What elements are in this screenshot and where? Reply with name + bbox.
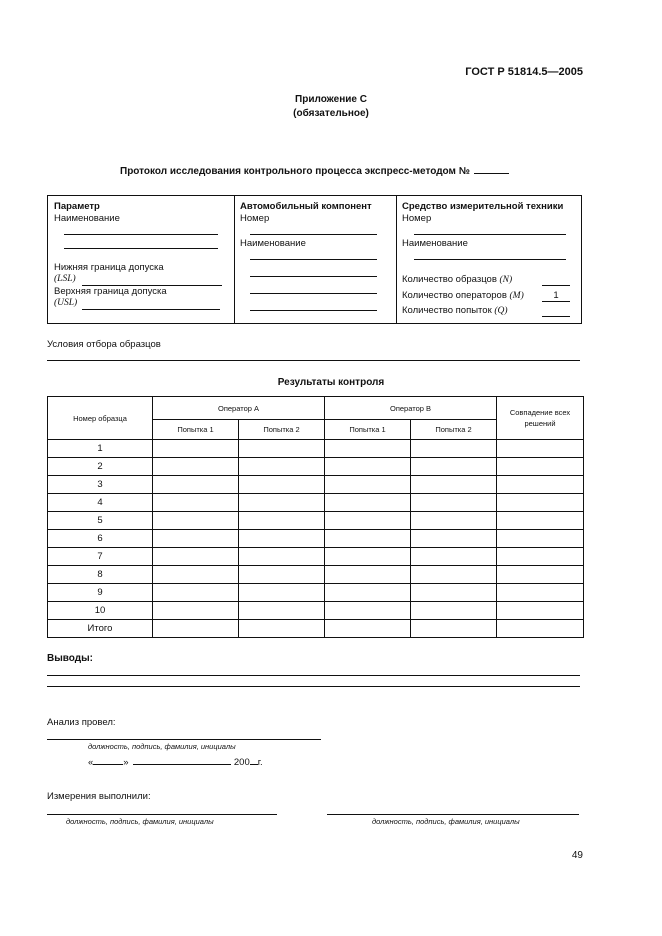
sampling-conditions-line[interactable] bbox=[47, 360, 580, 361]
operators-count-label: Количество операторов bbox=[402, 290, 507, 301]
date-year-field[interactable] bbox=[250, 754, 258, 765]
result-cell[interactable] bbox=[497, 530, 584, 548]
table-row bbox=[48, 584, 584, 602]
result-cell[interactable] bbox=[153, 440, 239, 458]
result-cell[interactable] bbox=[325, 458, 411, 476]
result-cell[interactable] bbox=[325, 476, 411, 494]
protocol-number-field[interactable] bbox=[474, 163, 509, 174]
result-cell[interactable] bbox=[153, 512, 239, 530]
col-all-match: Совпадение всех решений bbox=[497, 397, 584, 440]
attempts-count-label: Количество попыток bbox=[402, 305, 492, 316]
measurements-signature-line-left[interactable] bbox=[47, 814, 277, 815]
conclusions-label: Выводы: bbox=[47, 653, 93, 664]
analysis-label: Анализ провел: bbox=[47, 717, 116, 728]
samples-count-label: Количество образцов bbox=[402, 274, 497, 285]
table-row bbox=[48, 530, 584, 548]
measurements-label: Измерения выполнили: bbox=[47, 791, 151, 802]
sample-number-cell: 4 bbox=[48, 494, 153, 512]
sample-number-cell: 1 bbox=[48, 440, 153, 458]
col-b-attempt-1: Попытка 1 bbox=[325, 420, 411, 440]
result-cell[interactable] bbox=[325, 602, 411, 620]
samples-count-field[interactable] bbox=[542, 285, 570, 286]
date-year-prefix: 200 bbox=[233, 757, 250, 768]
sample-number-cell: 6 bbox=[48, 530, 153, 548]
attempts-count-symbol: (Q) bbox=[494, 306, 508, 316]
sampling-conditions-label: Условия отбора образцов bbox=[47, 339, 161, 350]
result-cell[interactable] bbox=[497, 494, 584, 512]
attempts-count bbox=[402, 305, 508, 316]
component-name-label: Наименование bbox=[240, 238, 306, 249]
result-cell[interactable] bbox=[325, 584, 411, 602]
instrument-heading: Средство измерительной техники bbox=[402, 201, 564, 212]
result-cell[interactable] bbox=[411, 602, 497, 620]
table-row bbox=[48, 548, 584, 566]
col-b-attempt-2: Попытка 2 bbox=[411, 420, 497, 440]
samples-count-symbol: (N) bbox=[499, 275, 513, 285]
parameter-name-line-1[interactable] bbox=[64, 234, 218, 235]
result-cell[interactable] bbox=[153, 458, 239, 476]
analysis-signature-caption: должность, подпись, фамилия, инициалы bbox=[88, 742, 236, 751]
result-cell[interactable] bbox=[411, 476, 497, 494]
standard-number: ГОСТ Р 51814.5—2005 bbox=[465, 66, 583, 78]
result-cell[interactable] bbox=[497, 620, 584, 638]
parameter-name-line-2[interactable] bbox=[64, 248, 218, 249]
instrument-name-line[interactable] bbox=[414, 259, 566, 260]
result-cell[interactable] bbox=[411, 584, 497, 602]
date-month-field[interactable] bbox=[133, 754, 231, 765]
component-number-label: Номер bbox=[240, 213, 270, 224]
result-cell[interactable] bbox=[239, 494, 325, 512]
conclusions-line-1[interactable] bbox=[47, 675, 580, 676]
component-name-line-2[interactable] bbox=[250, 276, 377, 277]
samples-count bbox=[402, 274, 512, 285]
result-cell[interactable] bbox=[497, 566, 584, 584]
result-cell[interactable] bbox=[153, 584, 239, 602]
table-row bbox=[48, 476, 584, 494]
sample-number-cell: 9 bbox=[48, 584, 153, 602]
result-cell[interactable] bbox=[325, 440, 411, 458]
analysis-date bbox=[88, 754, 263, 768]
date-year-suffix: г. bbox=[257, 757, 263, 768]
result-cell[interactable] bbox=[239, 548, 325, 566]
measurements-signature-line-right[interactable] bbox=[327, 814, 579, 815]
result-cell[interactable] bbox=[497, 512, 584, 530]
result-cell[interactable] bbox=[497, 476, 584, 494]
col-a-attempt-2: Попытка 2 bbox=[239, 420, 325, 440]
operators-count bbox=[402, 290, 524, 301]
result-cell[interactable] bbox=[497, 548, 584, 566]
usl-field[interactable] bbox=[82, 309, 220, 310]
sample-number-cell: 10 bbox=[48, 602, 153, 620]
result-cell[interactable] bbox=[239, 530, 325, 548]
instrument-name-label: Наименование bbox=[402, 238, 468, 249]
sample-number-cell: 2 bbox=[48, 458, 153, 476]
sample-number-cell: 8 bbox=[48, 566, 153, 584]
table-row bbox=[48, 602, 584, 620]
result-cell[interactable] bbox=[411, 458, 497, 476]
date-close-quote: » bbox=[123, 757, 129, 768]
measurements-caption-left: должность, подпись, фамилия, инициалы bbox=[66, 817, 214, 826]
col-operator-a: Оператор А bbox=[153, 397, 325, 420]
result-cell[interactable] bbox=[153, 494, 239, 512]
result-cell[interactable] bbox=[325, 566, 411, 584]
parameter-name-label: Наименование bbox=[54, 213, 120, 224]
result-cell[interactable] bbox=[411, 440, 497, 458]
operators-count-value[interactable]: 1 bbox=[542, 290, 570, 302]
result-cell[interactable] bbox=[239, 458, 325, 476]
component-number-line[interactable] bbox=[250, 234, 377, 235]
sample-number-cell: 7 bbox=[48, 548, 153, 566]
result-cell[interactable] bbox=[153, 620, 239, 638]
result-cell[interactable] bbox=[153, 476, 239, 494]
result-cell[interactable] bbox=[411, 512, 497, 530]
result-cell[interactable] bbox=[411, 530, 497, 548]
result-cell[interactable] bbox=[325, 512, 411, 530]
result-cell[interactable] bbox=[325, 620, 411, 638]
result-cell[interactable] bbox=[239, 602, 325, 620]
result-cell[interactable] bbox=[325, 494, 411, 512]
result-cell[interactable] bbox=[411, 494, 497, 512]
usl-abbr: (USL) bbox=[54, 298, 78, 308]
result-cell[interactable] bbox=[497, 584, 584, 602]
result-cell[interactable] bbox=[325, 548, 411, 566]
info-box bbox=[47, 195, 582, 324]
result-cell[interactable] bbox=[411, 620, 497, 638]
appendix-title: Приложение С bbox=[295, 94, 367, 105]
total-label-cell: Итого bbox=[48, 620, 153, 638]
instrument-number-label: Номер bbox=[402, 213, 432, 224]
result-cell[interactable] bbox=[497, 440, 584, 458]
usl-label: Верхняя граница допуска bbox=[54, 286, 167, 297]
component-heading: Автомобильный компонент bbox=[240, 201, 372, 212]
sample-number-cell: 3 bbox=[48, 476, 153, 494]
protocol-title-text: Протокол исследования контрольного процесса экспресс-методом № bbox=[120, 166, 470, 177]
parameter-column bbox=[48, 196, 235, 323]
appendix-status: (обязательное) bbox=[293, 108, 369, 119]
measurements-caption-right: должность, подпись, фамилия, инициалы bbox=[372, 817, 520, 826]
results-title: Результаты контроля bbox=[277, 377, 385, 388]
component-column bbox=[234, 196, 397, 323]
table-row bbox=[48, 458, 584, 476]
component-name-line-3[interactable] bbox=[250, 293, 377, 294]
conclusions-line-2[interactable] bbox=[47, 686, 580, 687]
result-cell[interactable] bbox=[239, 566, 325, 584]
protocol-title bbox=[120, 163, 509, 177]
result-cell[interactable] bbox=[411, 548, 497, 566]
col-operator-b: Оператор В bbox=[325, 397, 497, 420]
parameter-heading: Параметр bbox=[54, 201, 100, 212]
result-cell[interactable] bbox=[239, 476, 325, 494]
page-number: 49 bbox=[571, 850, 583, 861]
attempts-count-field[interactable] bbox=[542, 316, 570, 317]
operators-count-symbol: (M) bbox=[509, 291, 524, 301]
result-cell[interactable] bbox=[239, 584, 325, 602]
results-table bbox=[47, 396, 584, 638]
component-name-line-1[interactable] bbox=[250, 259, 377, 260]
lsl-label: Нижняя граница допуска bbox=[54, 262, 164, 273]
result-cell[interactable] bbox=[325, 530, 411, 548]
result-cell[interactable] bbox=[153, 566, 239, 584]
date-open-quote: « bbox=[88, 757, 94, 768]
result-cell[interactable] bbox=[153, 548, 239, 566]
result-cell[interactable] bbox=[497, 602, 584, 620]
table-row bbox=[48, 494, 584, 512]
date-day-field[interactable] bbox=[93, 754, 123, 765]
col-sample-number: Номер образца bbox=[48, 397, 153, 440]
result-cell[interactable] bbox=[153, 530, 239, 548]
table-row bbox=[48, 566, 584, 584]
result-cell[interactable] bbox=[239, 620, 325, 638]
component-name-line-4[interactable] bbox=[250, 310, 377, 311]
instrument-column bbox=[396, 196, 581, 323]
table-row bbox=[48, 440, 584, 458]
total-row bbox=[48, 620, 584, 638]
analysis-signature-line[interactable] bbox=[47, 739, 321, 740]
instrument-number-line[interactable] bbox=[414, 234, 566, 235]
result-cell[interactable] bbox=[239, 440, 325, 458]
result-cell[interactable] bbox=[411, 566, 497, 584]
lsl-abbr: (LSL) bbox=[54, 274, 76, 284]
result-cell[interactable] bbox=[239, 512, 325, 530]
result-cell[interactable] bbox=[153, 602, 239, 620]
result-cell[interactable] bbox=[497, 458, 584, 476]
table-row bbox=[48, 512, 584, 530]
col-a-attempt-1: Попытка 1 bbox=[153, 420, 239, 440]
sample-number-cell: 5 bbox=[48, 512, 153, 530]
